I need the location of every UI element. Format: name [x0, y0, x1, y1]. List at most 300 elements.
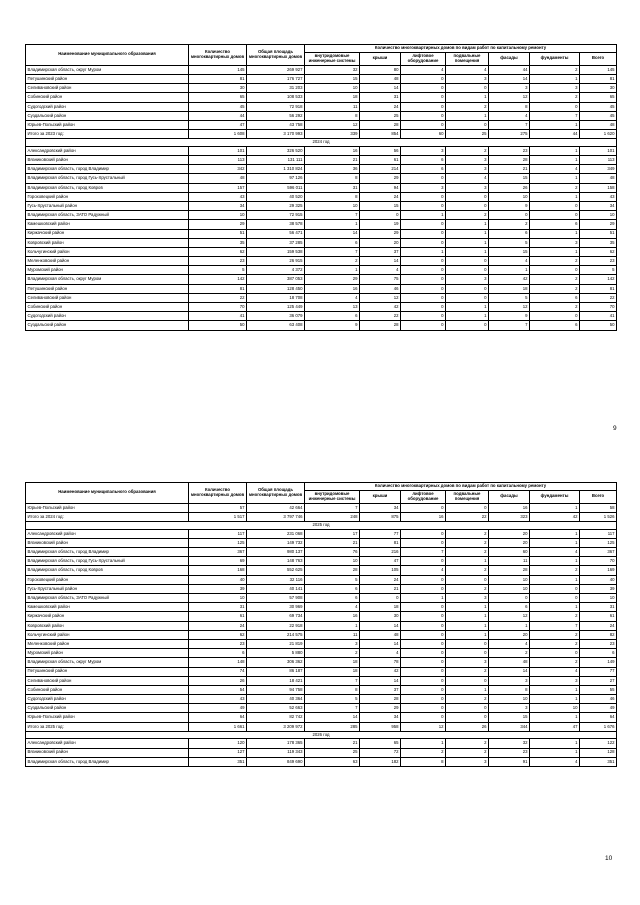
value-cell: 0 [401, 266, 446, 275]
value-cell: 20 [360, 238, 401, 247]
value-cell: 28 [360, 695, 401, 704]
value-cell: 4 [489, 111, 530, 120]
value-cell: 0 [446, 649, 489, 658]
table-row [26, 739, 617, 748]
value-cell: 28 [305, 566, 360, 575]
value-cell: 7 [401, 548, 446, 557]
value-cell: 176 727 [247, 75, 305, 84]
municipality-cell: Камешковский район [26, 603, 189, 612]
value-cell: 149 [580, 658, 617, 667]
value-cell: 26 [189, 676, 247, 685]
header-foundation: фундаменты [530, 52, 580, 65]
value-cell: 142 [580, 275, 617, 284]
value-cell: 2 [446, 566, 489, 575]
value-cell: 30 [189, 84, 247, 93]
value-cell: 24 [360, 575, 401, 584]
value-cell: 82 [580, 630, 617, 639]
value-cell: 3 [530, 84, 580, 93]
value-cell: 81 [189, 284, 247, 293]
municipality-cell: Гусь-Хрустальный район [26, 584, 189, 593]
value-cell: 3 [446, 156, 489, 165]
value-cell: 39 [580, 584, 617, 593]
value-cell: 46 [360, 284, 401, 293]
value-cell: 10 [305, 201, 360, 210]
value-cell: 342 [189, 165, 247, 174]
value-cell: 29 325 [247, 201, 305, 210]
table-row [26, 75, 617, 84]
value-cell: 18 [305, 93, 360, 102]
value-cell: 20 [489, 538, 530, 547]
value-cell: 0 [401, 229, 446, 238]
municipality-cell: Юрьев-Польский район [26, 120, 189, 129]
value-cell: 6 [489, 229, 530, 238]
value-cell: 0 [401, 238, 446, 247]
value-cell: 248 [305, 513, 360, 522]
value-cell: 0 [401, 102, 446, 111]
value-cell: 10 [489, 584, 530, 593]
value-cell: 31 [580, 603, 617, 612]
value-cell: 31 [360, 93, 401, 102]
value-cell: 36 [305, 165, 360, 174]
value-cell: 2 [446, 211, 489, 220]
municipality-cell: Владимирская область, город Ковров [26, 566, 189, 575]
value-cell: 42 [530, 513, 580, 522]
value-cell: 119 343 [247, 748, 305, 757]
value-cell: 4 [446, 65, 489, 74]
value-cell: 1 [446, 220, 489, 229]
value-cell: 10 [189, 594, 247, 603]
municipality-cell: Суздальский район [26, 321, 189, 330]
value-cell: 2 [305, 257, 360, 266]
value-cell: 0 [401, 667, 446, 676]
value-cell: 3 [489, 704, 530, 713]
value-cell: 8 [305, 174, 360, 183]
value-cell: 10 [305, 84, 360, 93]
year-label: 2026 год [26, 731, 617, 739]
value-cell: 10 [305, 557, 360, 566]
value-cell: 9 [489, 312, 530, 321]
value-cell: 1 517 [189, 513, 247, 522]
value-cell: 2 [530, 284, 580, 293]
value-cell: 2 [446, 102, 489, 111]
value-cell: 1 [446, 557, 489, 566]
value-cell: 9 [305, 321, 360, 330]
value-cell: 1 [530, 739, 580, 748]
value-cell: 275 [489, 130, 530, 139]
table-row [26, 503, 617, 512]
value-cell: 11 [305, 630, 360, 639]
value-cell: 2 [305, 649, 360, 658]
value-cell: 2 [530, 658, 580, 667]
value-cell: 94 [360, 183, 401, 192]
value-cell: 854 [360, 130, 401, 139]
value-cell: 596 011 [247, 183, 305, 192]
value-cell: 0 [530, 102, 580, 111]
value-cell: 18 421 [247, 676, 305, 685]
value-cell: 15 [360, 201, 401, 210]
value-cell: 0 [401, 584, 446, 593]
value-cell: 50 [580, 321, 617, 330]
table-row [26, 538, 617, 547]
table-body [26, 65, 617, 330]
value-cell: 5 [580, 266, 617, 275]
value-cell: 552 625 [247, 566, 305, 575]
municipality-cell: Суздальский район [26, 111, 189, 120]
value-cell: 6 [401, 156, 446, 165]
value-cell: 3 209 972 [247, 722, 305, 731]
table-row [26, 667, 617, 676]
value-cell: 81 [580, 75, 617, 84]
value-cell: 34 [360, 503, 401, 512]
value-cell: 44 [530, 130, 580, 139]
header-engineering: внутридомовые инженерные системы [305, 490, 360, 503]
value-cell: 0 [401, 557, 446, 566]
value-cell: 122 [580, 739, 617, 748]
value-cell: 125 [189, 538, 247, 547]
municipality-cell: Владимирская область, округ Муром [26, 658, 189, 667]
value-cell: 45 [580, 111, 617, 120]
value-cell: 70 [580, 303, 617, 312]
value-cell: 61 [580, 612, 617, 621]
municipality-cell: Александровский район [26, 529, 189, 538]
value-cell: 0 [401, 612, 446, 621]
value-cell: 15 [489, 247, 530, 256]
municipality-cell: Владимирская область, округ Муром [26, 275, 189, 284]
value-cell: 3 [530, 238, 580, 247]
value-cell: 0 [401, 529, 446, 538]
header-name: Наименование муниципального образования [26, 483, 189, 504]
value-cell: 0 [401, 538, 446, 547]
header-work-types: Количество многоквартирных домов по видам работ по капитальному ремонту [305, 483, 617, 491]
value-cell: 0 [401, 192, 446, 201]
value-cell: 15 [489, 713, 530, 722]
value-cell: 1 [530, 75, 580, 84]
header-roof: крыши [360, 490, 401, 503]
value-cell: 4 [360, 266, 401, 275]
table-row [26, 201, 617, 210]
table-row [26, 238, 617, 247]
value-cell: 2 [530, 275, 580, 284]
value-cell: 1 [305, 220, 360, 229]
value-cell: 0 [530, 266, 580, 275]
municipality-cell: Александровский район [26, 146, 189, 155]
value-cell: 14 [360, 84, 401, 93]
municipality-cell: Петушинский район [26, 284, 189, 293]
value-cell: 6 [401, 165, 446, 174]
value-cell: 72 [360, 748, 401, 757]
value-cell: 29 [360, 704, 401, 713]
value-cell: 7 [489, 321, 530, 330]
municipality-cell: Итого за 2025 год: [26, 722, 189, 731]
value-cell: 4 [305, 293, 360, 302]
value-cell: 34 [580, 201, 617, 210]
value-cell: 1 676 [580, 722, 617, 731]
value-cell: 64 [580, 713, 617, 722]
value-cell: 37 [360, 247, 401, 256]
value-cell: 128 450 [247, 284, 305, 293]
value-cell: 108 533 [247, 93, 305, 102]
value-cell: 72 918 [247, 102, 305, 111]
value-cell: 15 [305, 75, 360, 84]
municipality-cell: Владимирская область, ЗАТО Радужный [26, 594, 189, 603]
table-row [26, 757, 617, 766]
value-cell: 2 [446, 695, 489, 704]
table-row [26, 257, 617, 266]
value-cell: 97 126 [247, 174, 305, 183]
value-cell: 0 [401, 575, 446, 584]
table-row [26, 649, 617, 658]
header-total: Всего [580, 52, 617, 65]
value-cell: 48 [360, 630, 401, 639]
value-cell: 5 [489, 238, 530, 247]
value-cell: 1 [530, 685, 580, 694]
value-cell: 11 [305, 102, 360, 111]
value-cell: 3 [401, 146, 446, 155]
capital-repair-table-page-9 [25, 44, 617, 331]
municipality-cell: Владимирская область, город Владимир [26, 165, 189, 174]
municipality-cell: Ковровский район [26, 238, 189, 247]
value-cell: 63 [305, 757, 360, 766]
value-cell: 26 [446, 722, 489, 731]
value-cell: 25 [360, 111, 401, 120]
header-engineering: внутридомовые инженерные системы [305, 52, 360, 65]
table-row [26, 174, 617, 183]
value-cell: 32 [489, 739, 530, 748]
municipality-cell: Владимирская область, город Владимир [26, 548, 189, 557]
page-number: 10 [605, 855, 613, 862]
value-cell: 69 734 [247, 612, 305, 621]
value-cell: 285 [305, 722, 360, 731]
value-cell: 48 [489, 658, 530, 667]
municipality-cell: Владимирская область, ЗАТО Радужный [26, 211, 189, 220]
municipality-cell: Владимирская область, округ Муром [26, 65, 189, 74]
value-cell: 39 [189, 584, 247, 593]
value-cell: 0 [489, 594, 530, 603]
value-cell: 0 [401, 649, 446, 658]
value-cell: 1 [446, 630, 489, 639]
value-cell: 56 471 [247, 229, 305, 238]
value-cell: 56 [360, 146, 401, 155]
value-cell: 10 [189, 211, 247, 220]
value-cell: 1 [530, 174, 580, 183]
value-cell: 28 [489, 566, 530, 575]
value-cell: 45 [580, 102, 617, 111]
year-label: 2025 год [26, 522, 617, 530]
value-cell: 131 111 [247, 156, 305, 165]
value-cell: 2 [446, 748, 489, 757]
value-cell: 18 [360, 603, 401, 612]
value-cell: 0 [446, 284, 489, 293]
value-cell: 81 [360, 538, 401, 547]
value-cell: 47 [189, 120, 247, 129]
value-cell: 4 [530, 757, 580, 766]
value-cell: 3 [446, 757, 489, 766]
value-cell: 4 [530, 667, 580, 676]
value-cell: 14 [489, 75, 530, 84]
value-cell: 29 [189, 220, 247, 229]
value-cell: 158 [580, 183, 617, 192]
table-row [26, 293, 617, 302]
value-cell: 0 [401, 713, 446, 722]
value-cell: 51 [189, 229, 247, 238]
value-cell: 74 [189, 667, 247, 676]
value-cell: 367 [580, 548, 617, 557]
value-cell: 113 [189, 156, 247, 165]
table-row [26, 685, 617, 694]
value-cell: 0 [530, 312, 580, 321]
value-cell: 6 [189, 649, 247, 658]
value-cell: 43 [580, 192, 617, 201]
value-cell: 72 915 [247, 211, 305, 220]
value-cell: 7 [305, 704, 360, 713]
value-cell: 127 [189, 748, 247, 757]
table-row [26, 165, 617, 174]
municipality-cell: Владимирская область, город Гусь-Хрустальный [26, 557, 189, 566]
value-cell: 125 449 [247, 303, 305, 312]
value-cell: 12 [305, 120, 360, 129]
value-cell: 26 915 [247, 257, 305, 266]
value-cell: 117 [580, 529, 617, 538]
value-cell: 1 [446, 612, 489, 621]
value-cell: 14 [360, 257, 401, 266]
value-cell: 6 [305, 594, 360, 603]
value-cell: 14 [489, 667, 530, 676]
value-cell: 0 [446, 639, 489, 648]
table-row [26, 192, 617, 201]
value-cell: 12 [360, 293, 401, 302]
value-cell: 29 [305, 275, 360, 284]
value-cell: 182 [360, 757, 401, 766]
value-cell: 55 [580, 685, 617, 694]
table-row [26, 130, 617, 139]
value-cell: 387 053 [247, 275, 305, 284]
value-cell: 22 [580, 293, 617, 302]
value-cell: 2 [530, 257, 580, 266]
value-cell: 44 [489, 65, 530, 74]
value-cell: 40 [189, 575, 247, 584]
value-cell: 31 [305, 183, 360, 192]
value-cell: 81 [580, 284, 617, 293]
municipality-cell: Селивановский район [26, 676, 189, 685]
header-basement: подвальные помещения [446, 490, 489, 503]
table-row [26, 146, 617, 155]
value-cell: 24 [189, 621, 247, 630]
value-cell: 47 [360, 557, 401, 566]
value-cell: 43 [189, 695, 247, 704]
value-cell: 958 [360, 722, 401, 731]
value-cell: 0 [401, 84, 446, 93]
value-cell: 5 [305, 575, 360, 584]
value-cell: 0 [401, 303, 446, 312]
value-cell: 1 [530, 503, 580, 512]
municipality-cell: Селивановский район [26, 84, 189, 93]
value-cell: 2 [530, 639, 580, 648]
value-cell: 36 079 [247, 312, 305, 321]
value-cell: 4 [305, 603, 360, 612]
value-cell: 6 [530, 321, 580, 330]
value-cell: 980 137 [247, 548, 305, 557]
value-cell: 16 [401, 513, 446, 522]
table-row [26, 695, 617, 704]
value-cell: 0 [401, 630, 446, 639]
value-cell: 12 [401, 722, 446, 731]
value-cell: 367 [189, 548, 247, 557]
value-cell: 1 [530, 575, 580, 584]
value-cell: 1 [401, 594, 446, 603]
value-cell: 349 [580, 165, 617, 174]
value-cell: 0 [446, 575, 489, 584]
table-row [26, 275, 617, 284]
table-row [26, 247, 617, 256]
value-cell: 14 [360, 639, 401, 648]
value-cell: 21 [305, 739, 360, 748]
value-cell: 42 664 [247, 503, 305, 512]
year-row [26, 731, 617, 739]
municipality-cell: Петушинский район [26, 75, 189, 84]
municipality-cell: Муромский район [26, 266, 189, 275]
value-cell: 849 690 [247, 757, 305, 766]
value-cell: 1 [489, 266, 530, 275]
value-cell: 25 [305, 748, 360, 757]
value-cell: 16 [305, 146, 360, 155]
value-cell: 0 [446, 84, 489, 93]
value-cell: 0 [446, 293, 489, 302]
value-cell: 76 [305, 548, 360, 557]
value-cell: 351 [580, 757, 617, 766]
municipality-cell: Муромский район [26, 649, 189, 658]
municipality-cell: Собинский район [26, 303, 189, 312]
value-cell: 18 [305, 658, 360, 667]
municipality-cell: Судогодский район [26, 102, 189, 111]
value-cell: 2 [446, 538, 489, 547]
value-cell: 1 [305, 266, 360, 275]
value-cell: 10 [489, 575, 530, 584]
value-cell: 31 [189, 603, 247, 612]
value-cell: 1 [530, 247, 580, 256]
value-cell: 0 [360, 594, 401, 603]
municipality-cell: Итого за 2023 год: [26, 130, 189, 139]
value-cell: 32 116 [247, 575, 305, 584]
value-cell: 70 [189, 303, 247, 312]
value-cell: 0 [401, 695, 446, 704]
value-cell: 1 [530, 229, 580, 238]
value-cell: 0 [446, 257, 489, 266]
municipality-cell: Судогодский район [26, 695, 189, 704]
value-cell: 61 [189, 612, 247, 621]
value-cell: 0 [489, 211, 530, 220]
value-cell: 2 [489, 220, 530, 229]
value-cell: 1 [401, 247, 446, 256]
value-cell: 50 [189, 321, 247, 330]
value-cell: 2 [446, 739, 489, 748]
value-cell: 30 [580, 84, 617, 93]
value-cell: 0 [530, 584, 580, 593]
value-cell: 16 [305, 612, 360, 621]
value-cell: 29 [360, 174, 401, 183]
value-cell: 28 [489, 156, 530, 165]
year-row [26, 522, 617, 530]
table-row [26, 229, 617, 238]
value-cell: 2 [401, 748, 446, 757]
value-cell: 47 [530, 722, 580, 731]
value-cell: 125 [580, 538, 617, 547]
value-cell: 0 [401, 639, 446, 648]
value-cell: 105 [360, 566, 401, 575]
municipality-cell: Собинский район [26, 685, 189, 694]
value-cell: 0 [530, 211, 580, 220]
value-cell: 26 [489, 183, 530, 192]
header-facade: фасады [489, 52, 530, 65]
